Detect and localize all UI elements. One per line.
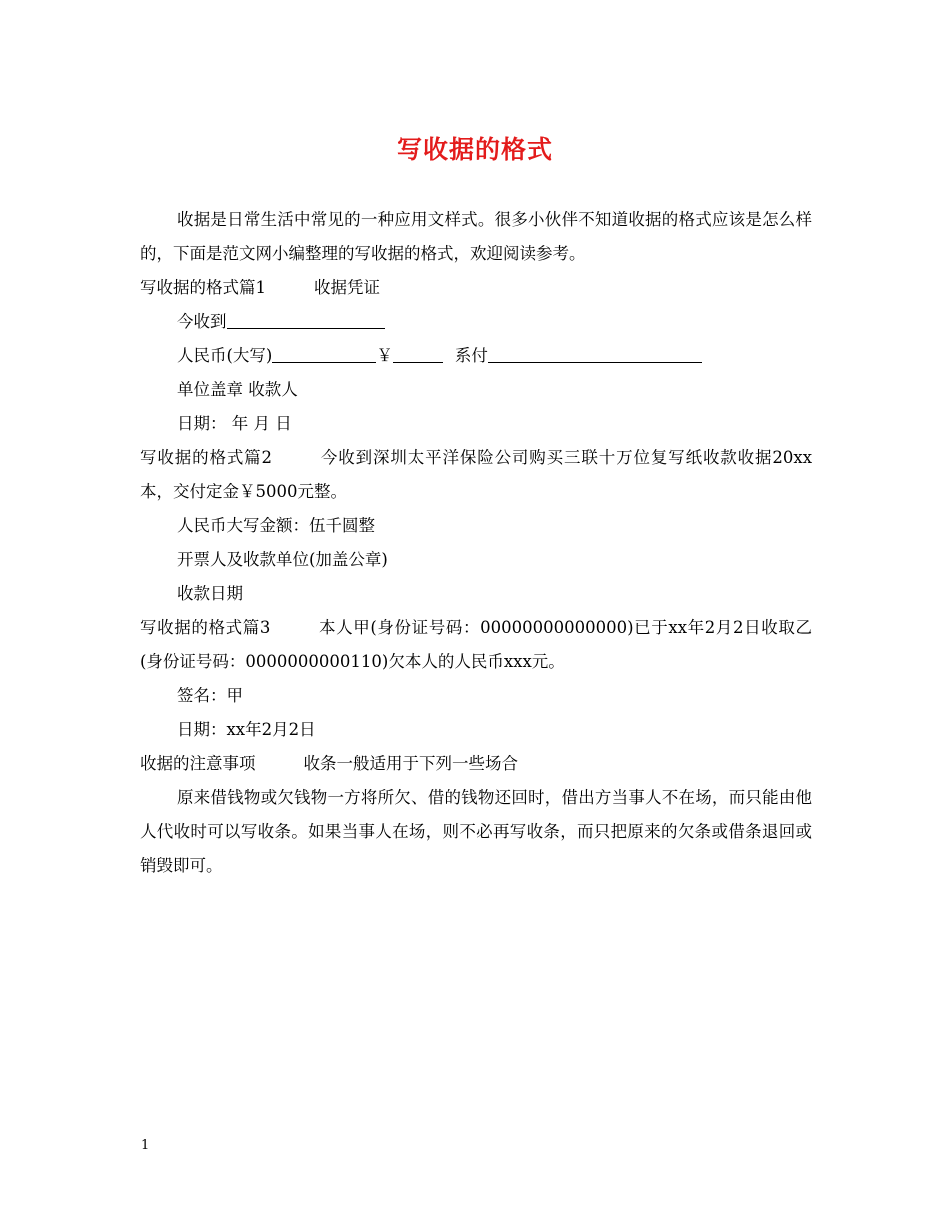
rmb-line (140, 339, 812, 373)
received-blank (227, 312, 385, 329)
section-3-date-line: 日期：xx年2月2日 (177, 720, 316, 739)
payment-label: 系付 (454, 346, 488, 365)
section-2-paragraph (140, 441, 812, 509)
signature-line: 签名：甲 (177, 686, 243, 705)
section-1-heading: 写收据的格式篇1 (140, 278, 266, 297)
document-body (140, 203, 812, 883)
yen-symbol: ￥ (376, 346, 393, 365)
section-3-paragraph (140, 611, 812, 679)
section-1-heading-line (140, 271, 812, 305)
received-line (140, 305, 812, 339)
issuer-line: 开票人及收款单位(加盖公章) (177, 550, 388, 569)
payment-blank (488, 346, 702, 363)
rmb-blank (272, 346, 376, 363)
amount-words-line: 人民币大写金额：伍千圆整 (177, 516, 375, 535)
document-title: 写收据的格式 (396, 135, 553, 164)
section-3-text: 本人甲(身份证号码：00000000000000)已于xx年2月2日收取乙(身份证号码：0000000000110)欠本人的人民币xxx元。 (140, 618, 813, 671)
section-2-text: 今收到深圳太平洋保险公司购买三联十万位复写纸收款收据20xx本，交付定金￥5000元整。 (140, 448, 813, 501)
notes-subheading: 收条一般适用于下列一些场合 (303, 754, 518, 773)
section-2-heading: 写收据的格式篇2 (140, 448, 273, 467)
section-1-date-line: 日期： 年 月 日 (177, 414, 292, 433)
section-3-heading: 写收据的格式篇3 (140, 618, 271, 637)
notes-paragraph: 原来借钱物或欠钱物一方将所欠、借的钱物还回时，借出方当事人不在场，而只能由他人代收时可以写收条。如果当事人在场，则不必再写收条，而只把原来的欠条或借条退回或销毁即可。 (140, 788, 812, 875)
rmb-label: 人民币(大写) (177, 346, 273, 365)
page-number: 1 (141, 1138, 150, 1153)
section-1-subheading: 收据凭证 (314, 278, 380, 297)
intro-paragraph: 收据是日常生活中常见的一种应用文样式。很多小伙伴不知道收据的格式应该是怎么样的，下面是范文网小编整理的写收据的格式，欢迎阅读参考。 (140, 210, 812, 263)
notes-heading-line (140, 747, 812, 781)
notes-heading: 收据的注意事项 (140, 754, 256, 773)
receipt-date-line: 收款日期 (177, 584, 243, 603)
stamp-payee-line: 单位盖章 收款人 (177, 380, 298, 399)
yen-blank (393, 346, 443, 363)
received-label: 今收到 (177, 312, 227, 331)
